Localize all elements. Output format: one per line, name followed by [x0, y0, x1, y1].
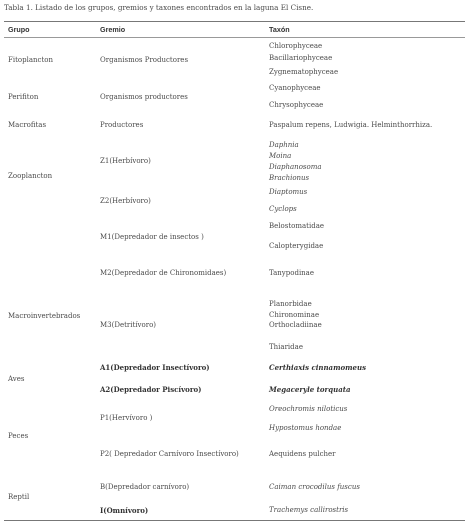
taxon-trachemys: Trachemys callirostris: [269, 506, 349, 514]
taxon-chlorophyceae: Chlorophyceae: [269, 42, 323, 50]
group-macroinvertebrados: Macroinvertebrados: [8, 312, 81, 320]
header-taxon: Taxón: [269, 25, 290, 34]
taxon-paspalum: Paspalum repens, Ludwigia. Helminthorrhiza.: [269, 121, 433, 129]
guild-fitoplancton: Organismos Productores: [100, 56, 189, 64]
group-reptil: Reptil: [8, 493, 30, 501]
table-bottom-rule: [4, 520, 465, 521]
guild-p1: P1(Hervívoro ): [100, 414, 153, 422]
taxon-tanypodinae: Tanypodinae: [269, 269, 315, 277]
guild-z2: Z2(Herbívoro): [100, 197, 151, 205]
taxon-planorbidae: Planorbidae: [269, 300, 312, 308]
taxon-bacillariophyceae: Bacillariophyceae: [269, 54, 333, 62]
taxon-belostomatidae: Belostomatidae: [269, 222, 325, 230]
guild-b: B(Depredador carnívoro): [100, 483, 190, 491]
taxon-brachionus: Brachionus: [269, 174, 310, 182]
table-top-rule: [4, 21, 465, 22]
taxon-diaphanosoma: Diaphanosoma: [269, 163, 322, 171]
taxon-diaptomus: Diaptomus: [269, 188, 308, 196]
taxon-caiman: Caiman crocodilus fuscus: [269, 483, 360, 491]
table-caption: Tabla 1. Listado de los grupos, gremios y taxones encontrados en la laguna El Cisne.: [4, 3, 314, 12]
table-header-rule: [4, 37, 465, 38]
header-grupo: Grupo: [8, 25, 30, 34]
taxon-hypostomus: Hypostomus hondae: [269, 424, 342, 432]
guild-z1: Z1(Herbívoro): [100, 157, 151, 165]
guild-m1: M1(Depredador de insectos ): [100, 233, 204, 241]
taxon-thiaridae: Thiaridae: [269, 343, 303, 351]
guild-m3: M3(Detritívoro): [100, 321, 157, 329]
guild-m2: M2(Depredador de Chironomidaes): [100, 269, 227, 277]
taxon-moina: Moina: [269, 152, 292, 160]
header-gremio: Gremio: [100, 25, 126, 34]
taxon-orthocladiinae: Orthocladiinae: [269, 321, 322, 329]
guild-perifiton: Organismos productores: [100, 93, 188, 101]
guild-p2: P2( Depredador Carnívoro Insectívoro): [100, 450, 239, 458]
taxon-certhiaxis: Certhiaxis cinnamomeus: [269, 363, 367, 372]
taxon-chironominae: Chironominae: [269, 311, 320, 319]
group-zooplancton: Zooplancton: [8, 172, 53, 180]
taxon-calopterygidae: Calopterygidae: [269, 242, 324, 250]
guild-a1: A1(Depredador Insectívoro): [100, 363, 210, 372]
guild-a2: A2(Depredador Piscívoro): [100, 385, 202, 394]
taxon-oreochromis: Oreochromis niloticus: [269, 405, 348, 413]
group-macrofitas: Macrofitas: [8, 121, 47, 129]
group-peces: Peces: [8, 432, 29, 440]
taxon-megaceryle: Megaceryle torquata: [269, 385, 351, 394]
group-perifiton: Perifiton: [8, 93, 39, 101]
guild-macrofitas: Productores: [100, 121, 144, 129]
taxon-chrysophyceae: Chrysophyceae: [269, 101, 324, 109]
taxon-zygnematophyceae: Zygnematophyceae: [269, 68, 339, 76]
guild-i: I(Omnívoro): [100, 506, 149, 515]
group-fitoplancton: Fitoplancton: [8, 56, 53, 64]
taxon-aequidens: Aequidens pulcher: [269, 450, 336, 458]
taxon-cyanophyceae: Cyanophyceae: [269, 84, 321, 92]
group-aves: Aves: [8, 375, 25, 383]
taxon-cyclops: Cyclops: [269, 205, 297, 213]
taxon-daphnia: Daphnia: [269, 141, 299, 149]
